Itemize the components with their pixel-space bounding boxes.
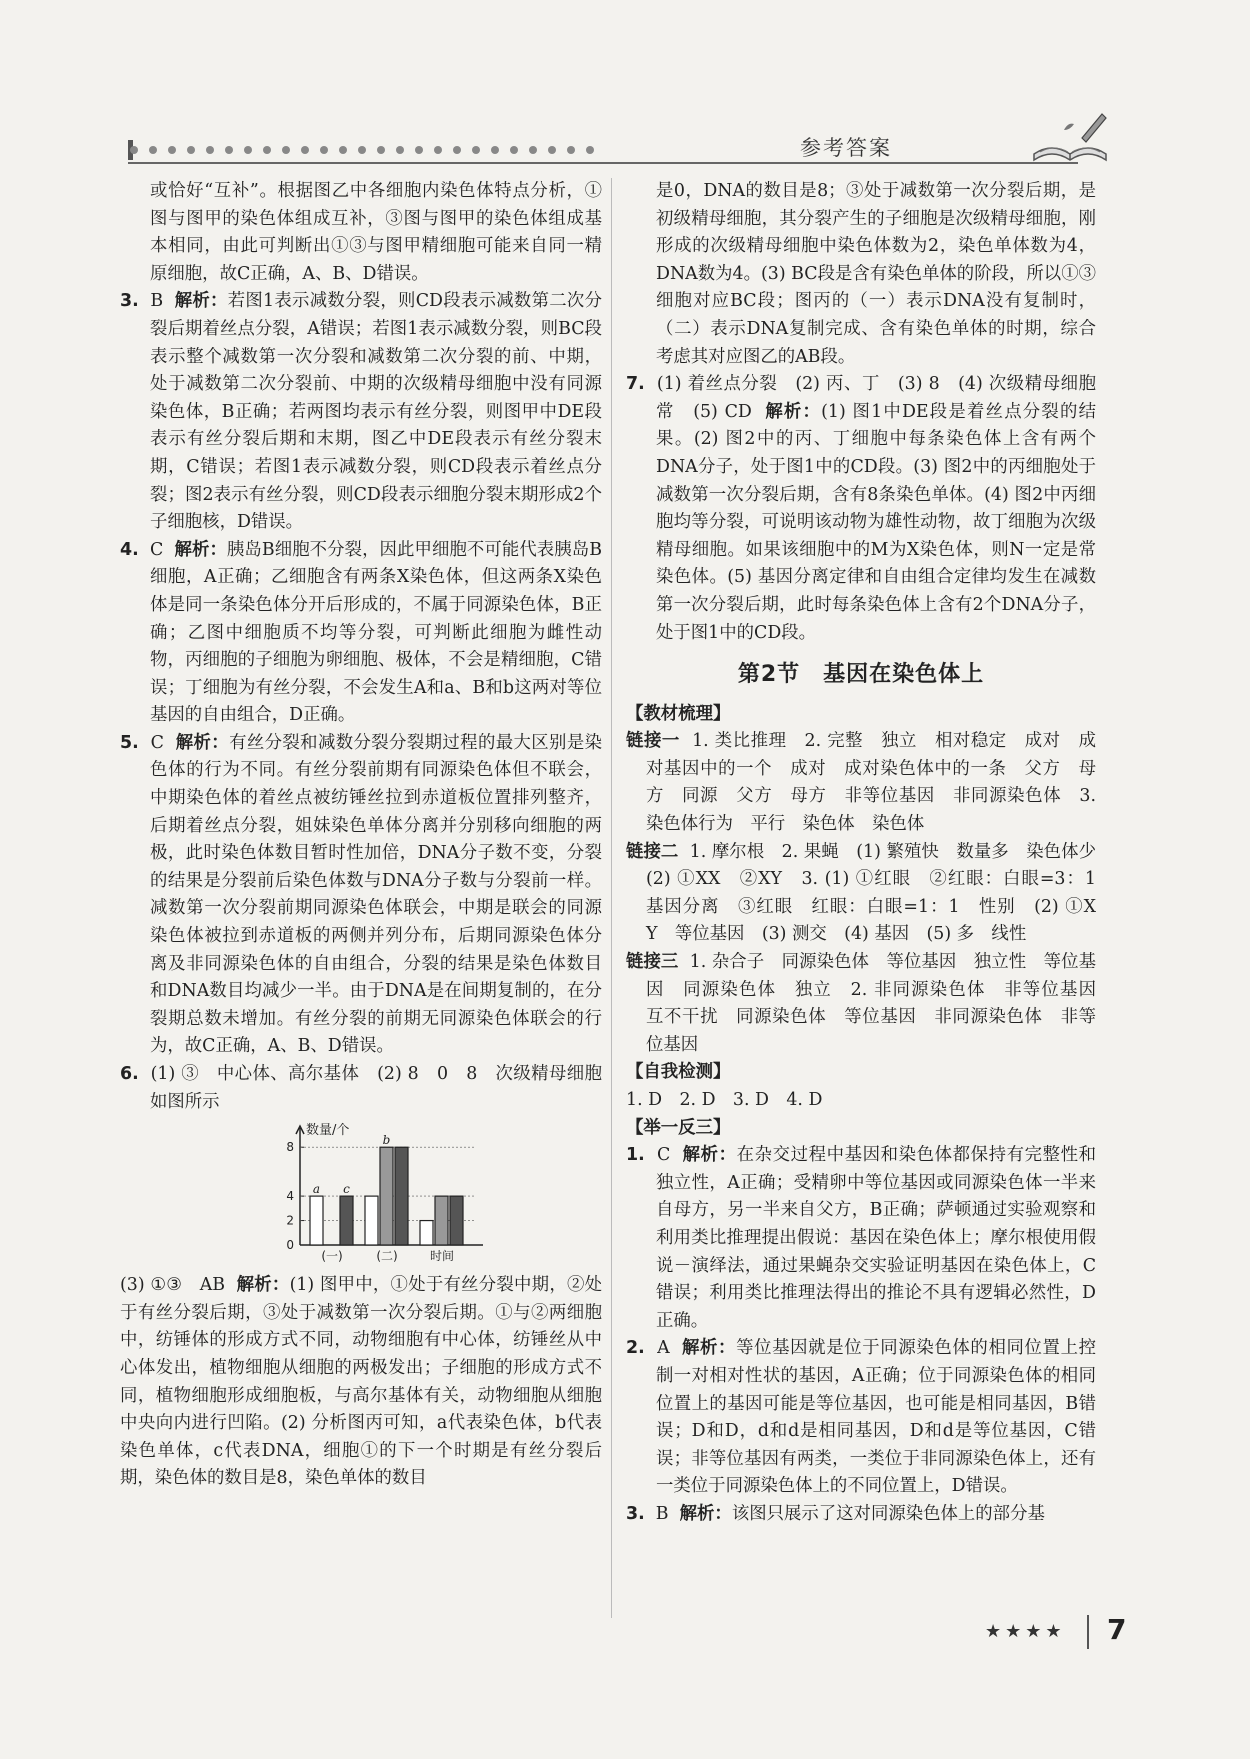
link-text: 1. 类比推理 2. 完整 独立 相对稳定 成对 成对基因中的一个 成对 成对染色体中的一条 父方 母方 同源 父方 母方 非等位基因 非同源染色体 3. 染色体行为 平行 染色体 染色体 [646,731,1096,835]
bar-a [365,1196,378,1245]
item-answer: A [657,1338,670,1359]
item-number: 5. [120,732,139,753]
item-number: 2. [626,1338,645,1359]
bar-chart [270,1120,490,1270]
explanation-label: 解析： [681,1338,737,1359]
left-continuation: 或恰好“互补”。根据图乙中各细胞内染色体特点分析，①图与图甲的染色体组成互补，③图与图甲的染色体组成基本相同，由此可判断出①③与图甲精细胞可能来自同一精原细胞，故C正确，A、B、D错误。 [150,181,602,284]
explanation-label: 解析： [174,291,228,312]
explanation-label: 解析： [679,1503,732,1524]
item-answer: C [657,1145,671,1166]
link-one [626,728,1096,838]
explanation-text: 该图只展示了这对同源染色体上的部分基 [731,1503,1045,1524]
link-label: 链接一 [626,731,680,752]
answer-item-7 [626,371,1114,647]
header-dot-row [130,143,660,157]
answer-item-4 [120,537,602,730]
item-answer: C [150,732,164,753]
y-origin-label: 0 [286,1238,294,1253]
x-tick-label: (一) [321,1249,343,1264]
bar-b [435,1196,448,1245]
right-continuation: 是0，DNA的数目是8；③处于减数第一次分裂后期，是初级精母细胞，其分裂产生的子细胞是次级精母细胞，刚形成的次级精母细胞中染色体数为2，染色单体数为4，DNA数为4。(3) BC段是含有染色单体的阶段，所以①③细胞对应BC段；图丙的（一）表示DNA没有复制时，（二）表示DNA复制完成、含有染色单体的时期，综合考虑其对应图乙的AB段。 [656,181,1096,367]
explanation-text: 若图1表示减数分裂，则CD段表示减数第二次分裂后期着丝点分裂，A错误；若图1表示减数分裂，则BC段表示整个减数第一次分裂和减数第二次分裂的前、中期，处于减数第二次分裂前、中期的次级精母细胞中没有同源染色体，B正确；若两图均表示有丝分裂，则图甲中DE段表示有丝分裂后期和末期，图乙中DE段表示有丝分裂末期，C错误；若图1表示减数分裂，则CD段表示着丝点分裂；图2表示有丝分裂，则CD段表示细胞分裂末期形成2个子细胞核，D错误。 [150,291,602,533]
right-column [626,178,1114,1529]
header-rule [128,162,1078,164]
explanation-label: 解析： [682,1145,737,1166]
answer-item-6-continued [120,1272,602,1493]
self-check-answers: 1. D 2. D 3. D 4. D [626,1090,823,1110]
link-label: 链接三 [626,952,679,973]
explanation-label: 解析： [236,1275,290,1296]
bar-c [340,1196,353,1245]
explanation-text: 有丝分裂和减数分裂分裂期过程的最大区别是染色体的行为不同。有丝分裂前期有同源染色体但不联会，中期染色体的着丝点被纺锤丝拉到赤道板位置排列整齐，后期着丝点分裂，姐妹染色单体分离并分别移向细胞的两极，此时染色体数目暂时性加倍，DNA分子数不变，分裂的结果是分裂前后染色体数与DNA分子数与分裂前一样。减数第一次分裂前期同源染色体联会，中期是联会的同源染色体被拉到赤道板的两侧并列分布，后期同源染色体分离及非同源染色体的自由组合，分裂的结果是染色体数目和DNA数目均减少一半。由于DNA是在间期复制的，在分裂期总数未增加。有丝分裂的前期无同源染色体联会的行为，故C正确，A、B、D错误。 [150,732,602,1057]
bar-a [420,1221,433,1245]
column-divider [611,178,612,1618]
practice-item-1 [626,1142,1096,1335]
section-title: 第2节 基因在染色体上 [737,662,985,688]
bar-label-b: b [382,1133,391,1148]
explanation-text: (1) 图甲中，①处于有丝分裂中期，②处于有丝分裂后期，③处于减数第一次分裂后期。①与②两细胞中，纺锤体的形成方式不同，动物细胞有中心体，纺锤丝从中心体发出，植物细胞从细胞的两极发出；子细胞的形成方式不同，植物细胞形成细胞板，与高尔基体有关，动物细胞从细胞中央向内进行凹陷。(2) 分析图丙可知，a代表染色体，b代表染色单体，c代表DNA，细胞①的下一个时期是有丝分裂后期，染色体的数目是8，染色单体的数目 [120,1275,602,1489]
link-two [626,839,1114,949]
answer-item-3 [120,288,602,536]
practice-item-2 [626,1335,1096,1501]
page-number: 7 [1107,1613,1127,1646]
bar-label-a: a [312,1182,321,1197]
item-answer: B [655,1503,669,1524]
bar-chart-svg [270,1120,490,1270]
y-tick-label: 2 [286,1213,294,1228]
answer-item-5 [120,730,602,1061]
practice-heading: 【举一反三】 [626,1117,731,1138]
item-number: 1. [626,1145,645,1166]
item-answer-text: (1) ③ 中心体、高尔基体 (2) 8 0 8 次级精母细胞 如图所示 [150,1064,620,1112]
explanation-text: (1) 图1中DE段是着丝点分裂的结果。(2) 图2中的丙、丁细胞中每条染色体上含有两个DNA分子，处于图1中的CD段。(3) 图2中的丙细胞处于减数第一次分裂后期，含有8条染色单体。(4) 图2中丙细胞均等分裂，可说明该动物为雄性动物，故丁细胞为次级精母细胞。如果该细胞中的M为X染色体，则N一定是常染色体。(5) 基因分离定律和自由组合定律均发生在减数第一次分裂后期，此时每条染色体上含有2个DNA分子，处于图1中的CD段。 [656,401,1096,643]
item-number: 3. [626,1503,645,1524]
item-number: 3. [120,291,139,312]
bar-b [380,1147,393,1245]
book-pencil-icon [1030,108,1110,168]
explanation-text: 等位基因就是位于同源染色体的相同位置上控制一对相对性状的基因，A正确；位于同源染色体的相同位置上的基因可能是等位基因，也可能是相同基因，B错误；D和D，d和d是相同基因，D和d是等位基因，C错误；非等位基因有两类，一类位于非同源染色体上，还有一类位于同源染色体上的不同位置上，D错误。 [656,1338,1096,1497]
x-tick-label: (二) [376,1249,398,1264]
footer-separator [1087,1615,1089,1649]
header-title: 参考答案 [800,136,892,160]
item-number: 6. [120,1064,139,1084]
link-label: 链接二 [626,841,679,862]
item-answer-text: (1) 着丝点分裂 (2) 丙、丁 (3) 8 (4) 次级精母细胞 常 (5) CD [656,374,1114,422]
explanation-label: 解析： [765,401,822,422]
left-column [120,178,620,1493]
bar-a [310,1196,323,1245]
answer-item-6 [120,1061,620,1116]
bar-label-c: c [343,1182,350,1197]
explanation-text: 胰岛B细胞不分裂，因此甲细胞不可能代表胰岛B细胞，A正确；乙细胞含有两条X染色体，但这两条X染色体是同一条染色体分开后形成的，不属于同源染色体，B正确；乙图中细胞质不均等分裂，可判断此细胞为雌性动物，丙细胞的子细胞为卵细胞、极体，不会是精细胞，C错误；丁细胞为有丝分裂，不会发生A和a、B和b这两对等位基因的自由组合，D正确。 [150,539,603,726]
bar-c [395,1147,408,1245]
item-number: 4. [120,539,139,560]
y-tick-label: 4 [286,1189,294,1204]
link-text: 1. 摩尔根 2. 果蝇 (1) 繁殖快 数量多 染色体少 (2) ①XX ②XY 3. (1) ①红眼 ②红眼：白眼=3：1 基因分离 ③红眼 红眼：白眼=1：1 性别 (2) ①X Y 等位基因 (3) 测交 (4) 基因 (5) 多 线性 [646,841,1114,945]
link-three [626,949,1114,1059]
difficulty-stars: ★★★★ [985,1621,1066,1642]
y-axis-label: 数量/个 [306,1123,350,1139]
item-answer: C [149,539,164,560]
x-axis-label: 时间 [429,1249,455,1264]
link-text: 1. 杂合子 同源染色体 等位基因 独立性 等位基因 同源染色体 独立 2. 非同源染色体 非等位基因 互不干扰 同源染色体 等位基因 非同源染色体 非等位基因 [646,952,1114,1055]
self-check-heading: 【自我检测】 [626,1062,731,1083]
explanation-text: 在杂交过程中基因和染色体都保持有完整性和独立性，A正确；受精卵中等位基因或同源染色体一半来自母方，另一半来自父方，B正确；萨顿通过实验观察和利用类比推理提出假说：基因在染色体上；摩尔根使用假说－演绎法，通过果蝇杂交实验证明基因在染色体上，C错误；利用类比推理法得出的推论不具有逻辑必然性，D正确。 [656,1145,1096,1331]
textbook-review-heading: 【教材梳理】 [626,703,731,724]
item-answer: (3) ①③ AB [120,1275,226,1296]
explanation-label: 解析： [175,732,230,753]
item-number: 7. [626,374,645,395]
bar-c [450,1196,463,1245]
practice-item-3 [626,1501,1096,1529]
y-tick-label: 8 [286,1140,294,1155]
item-answer: B [150,291,164,312]
explanation-label: 解析： [174,539,227,560]
